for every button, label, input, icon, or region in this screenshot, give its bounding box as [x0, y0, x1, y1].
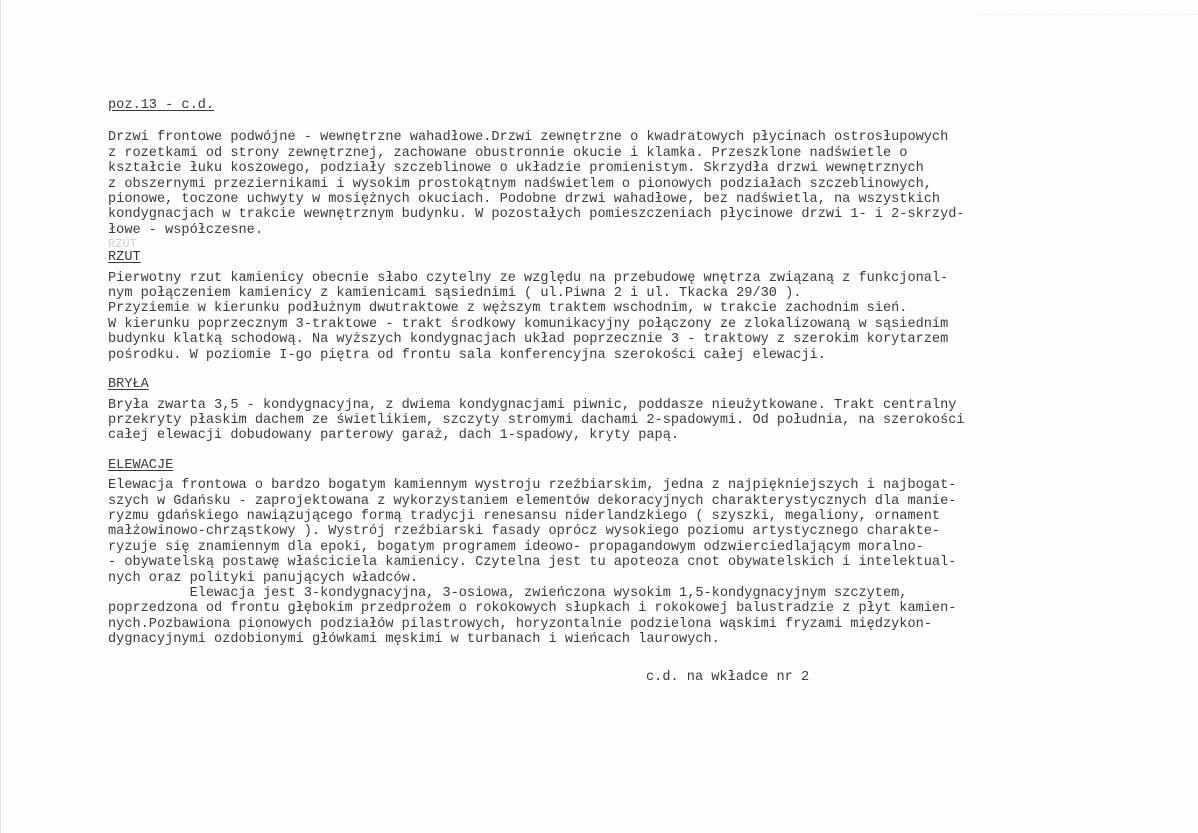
text-line: przekryty płaskim dachem ze świetlikiem, szczyty stromymi dachami 2-spadowymi. Od południa, na szerokości — [108, 412, 965, 428]
section-elewacje — [108, 478, 1178, 647]
text-line: kształcie łuku koszowego, podziały szczeblinowe o układzie promienistym. Skrzydła drzwi wewnętrznych — [108, 161, 924, 177]
text-line: ryzuje się znamiennym dla epoki, bogatym programem ideowo- propagandowym odzwierciedlającym moralno- — [108, 539, 924, 555]
section-rzut — [108, 271, 1178, 363]
text-line: Przyziemie w kierunku podłużnym dwutraktowe z węższym traktem wschodnim, w trakcie zachodnim sień. — [108, 301, 908, 317]
text-line: Elewacja frontowa o bardzo bogatym kamiennym wystroju rzeźbiarskim, jedna z najpiękniejszych i najbogat- — [108, 478, 957, 494]
section-heading-rzut: RZUT — [108, 250, 141, 266]
text-line: łowe - współczesne. — [108, 222, 263, 238]
text-line: pionowe, toczone uchwyty w mosiężnych okuciach. Podobne drzwi wahadłowe, bez nadświetla, na wszystkich — [108, 192, 941, 208]
text-line: ryzmu gdańskiego nawiązującego formą tradycji renesansu niderlandzkiego ( szyszki, megaliony, ornament — [108, 508, 941, 524]
text-line: W kierunku poprzecznym 3-traktowe - trakt środkowy komunikacyjny połączony ze zlokalizowaną w sąsiednim — [108, 316, 949, 332]
faint-edge-mark — [978, 0, 1198, 15]
text-line: Bryła zwarta 3,5 - kondygnacyjna, z dwiema kondygnacjami piwnic, poddasze nieużytkowane. Trakt centralny — [108, 397, 957, 413]
section-heading-elewacje: ELEWACJE — [108, 457, 174, 473]
text-line: z obszernymi przeziernikami i wysokim prostokątnym nadświetlem o pionowych podziałach szczeblinowych, — [108, 176, 932, 192]
document-page — [108, 98, 1178, 685]
text-line: kondygnacjach w trakcie wewnętrznym budynku. W pozostałych pomieszczeniach płycinowe drzwi 1- i 2-skrzyd- — [108, 207, 965, 223]
text-line: całej elewacji dobudowany parterowy garaż, dach 1-spadowy, kryty papą. — [108, 428, 680, 444]
text-line: Pierwotny rzut kamienicy obecnie słabo czytelny ze względu na przebudowę wnętrza związaną z funkcjonal- — [108, 270, 949, 286]
text-line: z rozetkami od strony zewnętrznej, zachowane obustronnie okucie i klamka. Przeszklone nadświetle o — [108, 145, 908, 161]
section-bryla — [108, 398, 1178, 444]
section-drzwi — [108, 130, 1178, 238]
text-line: poprzedzona od frontu głębokim przedprożem o rokokowych słupkach i rokokowej balustradzie z płyt kamien- — [108, 601, 957, 617]
ghost-heading-rzut: RZUT — [108, 237, 137, 252]
text-line: budynku klatką schodową. Na wyższych kondygnacjach układ poprzecznie 3 - traktowy z szerokim korytarzem — [108, 332, 949, 348]
section-heading-bryla: BRYŁA — [108, 377, 149, 393]
text-line: nych.Pozbawiona pionowych podziałów pilastrowych, horyzontalnie podzielona wąskimi fryzami międzykon- — [108, 616, 932, 632]
text-line: szych w Gdańsku - zaprojektowana z wykorzystaniem elementów dekoracyjnych charakterystycznych dla manie- — [108, 493, 957, 509]
text-line: Drzwi frontowe podwójne - wewnętrzne wahadłowe.Drzwi zewnętrzne o kwadratowych płycinach ostrosłupowych — [108, 130, 949, 146]
text-line: nym połączeniem kamienicy z kamienicami sąsiednimi ( ul.Piwna 2 i ul. Tkacka 29/30 ). — [108, 286, 802, 302]
continuation-note: c.d. na wkładce nr 2 — [646, 669, 810, 685]
text-line: Elewacja jest 3-kondygnacyjna, 3-osiowa, zwieńczona wysokim 1,5-kondygnacyjnym szczytem, — [108, 585, 908, 601]
text-line: dygnacyjnymi ozdobionymi główkami męskimi w turbanach i wieńcach laurowych. — [108, 632, 720, 648]
text-line: - obywatelską postawę właściciela kamienicy. Czytelna jest tu apoteoza cnot obywatelskich i intelektual- — [108, 555, 957, 571]
text-line: małżowinowo-chrząstkowy ). Wystrój rzeźbiarski fasady oprócz wysokiego poziomu artystycznego charakte- — [108, 524, 941, 540]
text-line: nych oraz polityki panujących władców. — [108, 570, 418, 586]
page-header: poz.13 - c.d. — [108, 98, 215, 113]
text-line: pośrodku. W poziomie I-go piętra od frontu sala konferencyjna szerokości całej elewacji. — [108, 347, 826, 363]
